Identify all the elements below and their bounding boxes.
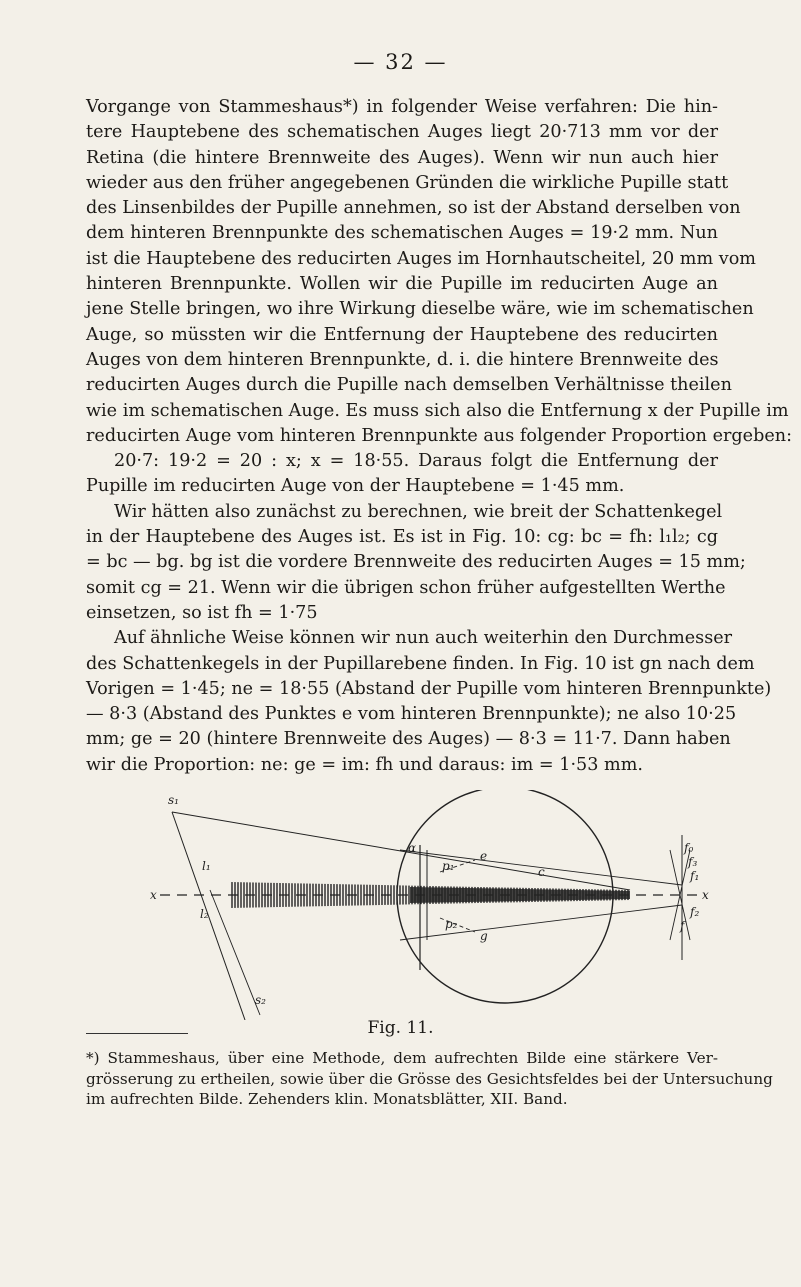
footnote-line: grösserung zu ertheilen, sowie über die Grösse des Gesichtsfeldes bei der Untersuchung <box>86 1069 773 1088</box>
page-number: — 32 — <box>353 50 448 74</box>
label-f3: f₃ <box>688 855 698 869</box>
label-f1: f₁ <box>690 869 700 883</box>
label-x-left: x <box>150 888 157 902</box>
figure-11 <box>150 790 710 1020</box>
body-line: Vorigen = 1·45; ne = 18·55 (Abstand der Pupille vom hinteren Brennpunkte) <box>86 678 772 699</box>
body-line: Auf ähnliche Weise können wir nun auch weiterhin den Durchmesser <box>114 628 733 649</box>
body-line: Pupille im reducirten Auge von der Hauptebene = 1·45 mm. <box>86 476 625 497</box>
ray-line <box>210 890 260 1015</box>
figure-caption: Fig. 11. <box>367 1018 434 1038</box>
body-line: Vorgange von Stammeshaus*) in folgender Weise verfahren: Die hin- <box>86 97 718 117</box>
label-c: c <box>538 865 545 879</box>
body-line: hinteren Brennpunkte. Wollen wir die Pupille im reducirten Auge an <box>86 274 718 295</box>
footnote-line: *) Stammeshaus, über eine Methode, dem aufrechten Bilde eine stärkere Ver- <box>86 1049 718 1067</box>
body-line: wir die Proportion: ne: ge = im: fh und daraus: im = 1·53 mm. <box>86 754 643 775</box>
body-line: Retina (die hintere Brennweite des Auges). Wenn wir nun auch hier <box>86 147 718 168</box>
body-line: Auges von dem hinteren Brennpunkte, d. i. die hintere Brennweite des <box>86 349 719 370</box>
label-p2: p₂ <box>445 917 458 931</box>
body-line: einsetzen, so ist fh = 1·75 <box>86 602 318 623</box>
label-g: g <box>480 929 488 943</box>
body-line: mm; ge = 20 (hintere Brennweite des Auges) — 8·3 = 11·7. Dann haben <box>86 729 731 750</box>
footnote-divider <box>86 1033 188 1034</box>
label-l1: l₁ <box>202 859 211 873</box>
label-s2: s₂ <box>255 993 266 1007</box>
body-line: jene Stelle bringen, wo ihre Wirkung dieselbe wäre, wie im schematischen <box>86 299 754 320</box>
body-line: dem hinteren Brennpunkte des schematischen Auges = 19·2 mm. Nun <box>86 223 718 244</box>
label-f2: f₂ <box>690 905 700 919</box>
body-line: — 8·3 (Abstand des Punktes e vom hinteren Brennpunkte); ne also 10·25 <box>86 704 737 725</box>
label-s1: s₁ <box>168 793 179 807</box>
body-line: des Linsenbildes der Pupille annehmen, so ist der Abstand derselben von <box>86 198 741 219</box>
footnote-line: im aufrechten Bilde. Zehenders klin. Monatsblätter, XII. Band. <box>86 1090 568 1108</box>
body-line: des Schattenkegels in der Pupillarebene finden. In Fig. 10 ist gn nach dem <box>86 653 755 674</box>
body-line: wie im schematischen Auge. Es muss sich also die Entfernung x der Pupille im <box>86 400 789 421</box>
body-line: somit cg = 21. Wenn wir die übrigen schon früher aufgestellten Werthe <box>86 577 726 598</box>
label-x-right: x <box>702 888 709 902</box>
body-text <box>86 95 793 778</box>
body-line: = bc — bg. bg ist die vordere Brennweite des reducirten Auges = 15 mm; <box>86 552 746 573</box>
body-line: Auge, so müssten wir die Entfernung der Hauptebene des reducirten <box>86 324 718 345</box>
body-line: 20·7: 19·2 = 20 : x; x = 18·55. Daraus folgt die Entfernung der <box>114 451 718 472</box>
body-line: Wir hätten also zunächst zu berechnen, wie breit der Schattenkegel <box>114 501 723 522</box>
body-line: tere Hauptebene des schematischen Auges liegt 20·713 mm vor der <box>86 122 718 143</box>
body-line: reducirten Auge vom hinteren Brennpunkte aus folgender Proportion ergeben: <box>86 425 793 446</box>
label-l2: l₂ <box>200 907 209 921</box>
footnote <box>86 1048 773 1110</box>
body-line: wieder aus den früher angegebenen Gründen die wirkliche Pupille statt <box>86 172 729 193</box>
label-f0: f₀ <box>684 841 694 855</box>
body-line: ist die Hauptebene des reducirten Auges im Hornhautscheitel, 20 mm vom <box>86 248 756 269</box>
ray-line <box>400 905 682 940</box>
ray-line <box>172 812 630 890</box>
optics-diagram <box>150 790 710 1020</box>
body-line: reducirten Auges durch die Pupille nach demselben Verhältnisse theilen <box>86 375 732 396</box>
label-p1: p₁ <box>442 859 455 873</box>
body-line: in der Hauptebene des Auges ist. Es ist in Fig. 10: cg: bc = fh: l₁l₂; cg <box>86 527 718 548</box>
label-e: e <box>480 849 488 863</box>
label-f: f <box>680 919 685 933</box>
label-alpha: α <box>408 841 417 855</box>
